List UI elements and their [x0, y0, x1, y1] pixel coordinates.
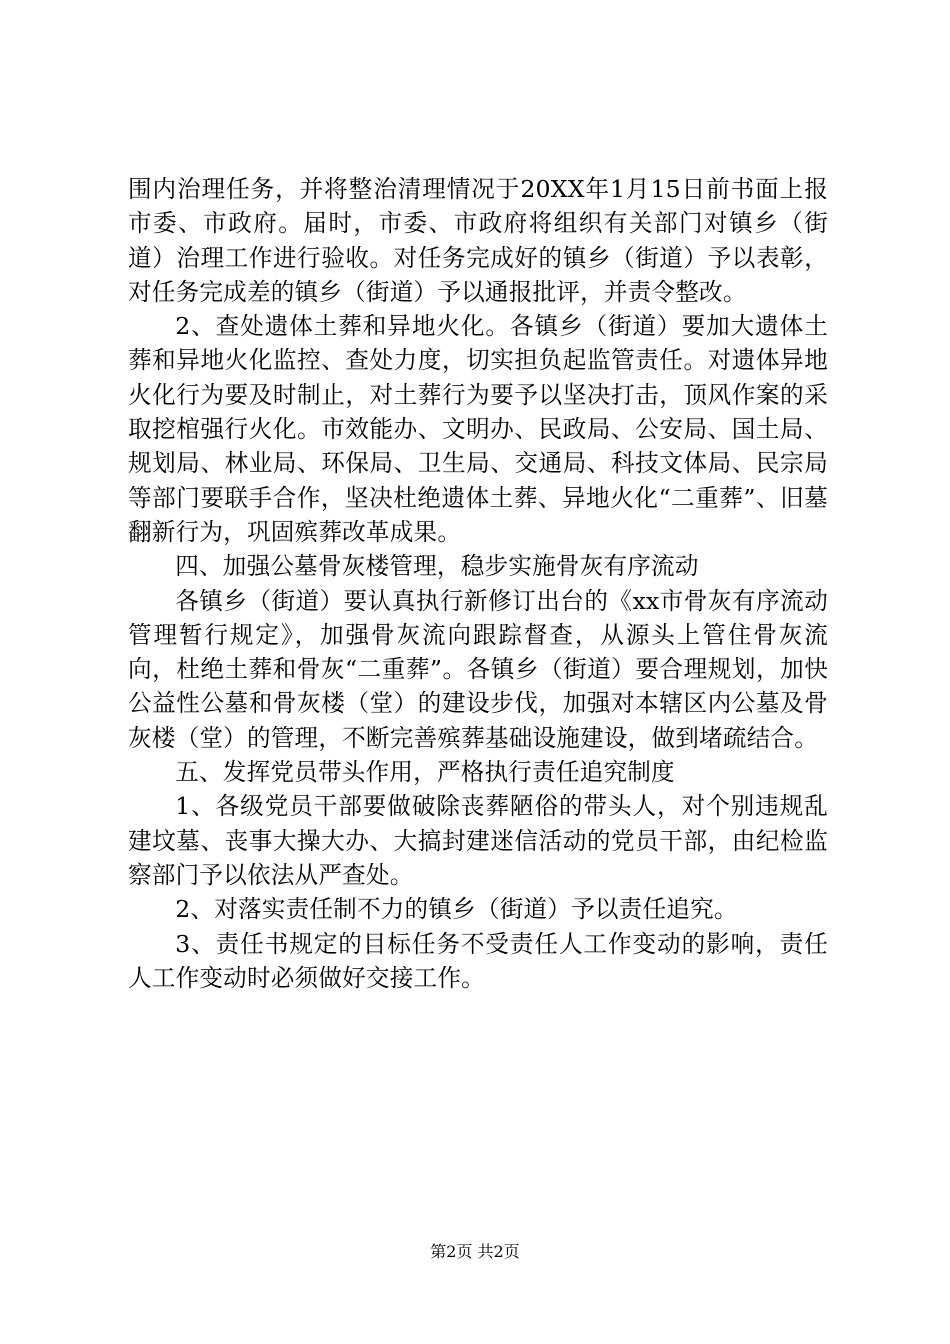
- document-body: [128, 172, 828, 995]
- page-footer: [0, 1242, 950, 1262]
- section-heading-5: 五、发挥党员带头作用，严格执行责任追究制度: [175, 758, 675, 787]
- section-heading-4: 四、加强公墓骨灰楼管理，稳步实施骨灰有序流动: [175, 552, 699, 581]
- page-number-label: 第2页 共2页: [430, 1242, 520, 1261]
- paragraph-7: 2、对落实责任制不力的镇乡（街道）予以责任追究。: [175, 895, 738, 924]
- paragraph-2: 2、查处遗体土葬和异地火化。各镇乡（街道）要加大遗体土葬和异地火化监控、查处力度，切实担负起监管责任。对遗体异地火化行为要及时制止，对土葬行为要予以坚决打击，顶风作案的采取挖棺强行火化。市效能办、文明办、民政局、公安局、国土局、规划局、林业局、环保局、卫生局、交通局、科技文体局、民宗局等部门要联手合作，坚决杜绝遗体土葬、异地火化“二重葬”、旧墓翻新行为，巩固殡葬改革成果。: [128, 312, 828, 546]
- paragraph-6: 1、各级党员干部要做破除丧葬陋俗的带头人，对个别违规乱建坟墓、丧事大操大办、大搞封建迷信活动的党员干部，由纪检监察部门予以依法从严查处。: [128, 792, 828, 889]
- paragraph-8: 3、责任书规定的目标任务不受责任人工作变动的影响，责任人工作变动时必须做好交接工作。: [128, 929, 828, 992]
- paragraph-4: 各镇乡（街道）要认真执行新修订出台的《xx市骨灰有序流动管理暂行规定》，加强骨灰流向跟踪督查，从源头上管住骨灰流向，杜绝土葬和骨灰“二重葬”。各镇乡（街道）要合理规划，加快公益性公墓和骨灰楼（堂）的建设步伐，加强对本辖区内公墓及骨灰楼（堂）的管理，不断完善殡葬基础设施建设，做到堵疏结合。: [128, 586, 828, 752]
- paragraph-1: 围内治理任务，并将整治清理情况于20XX年1月15日前书面上报市委、市政府。届时，市委、市政府将组织有关部门对镇乡（街道）治理工作进行验收。对任务完成好的镇乡（街道）予以表彰，对任务完成差的镇乡（街道）予以通报批评，并责令整改。: [128, 175, 828, 306]
